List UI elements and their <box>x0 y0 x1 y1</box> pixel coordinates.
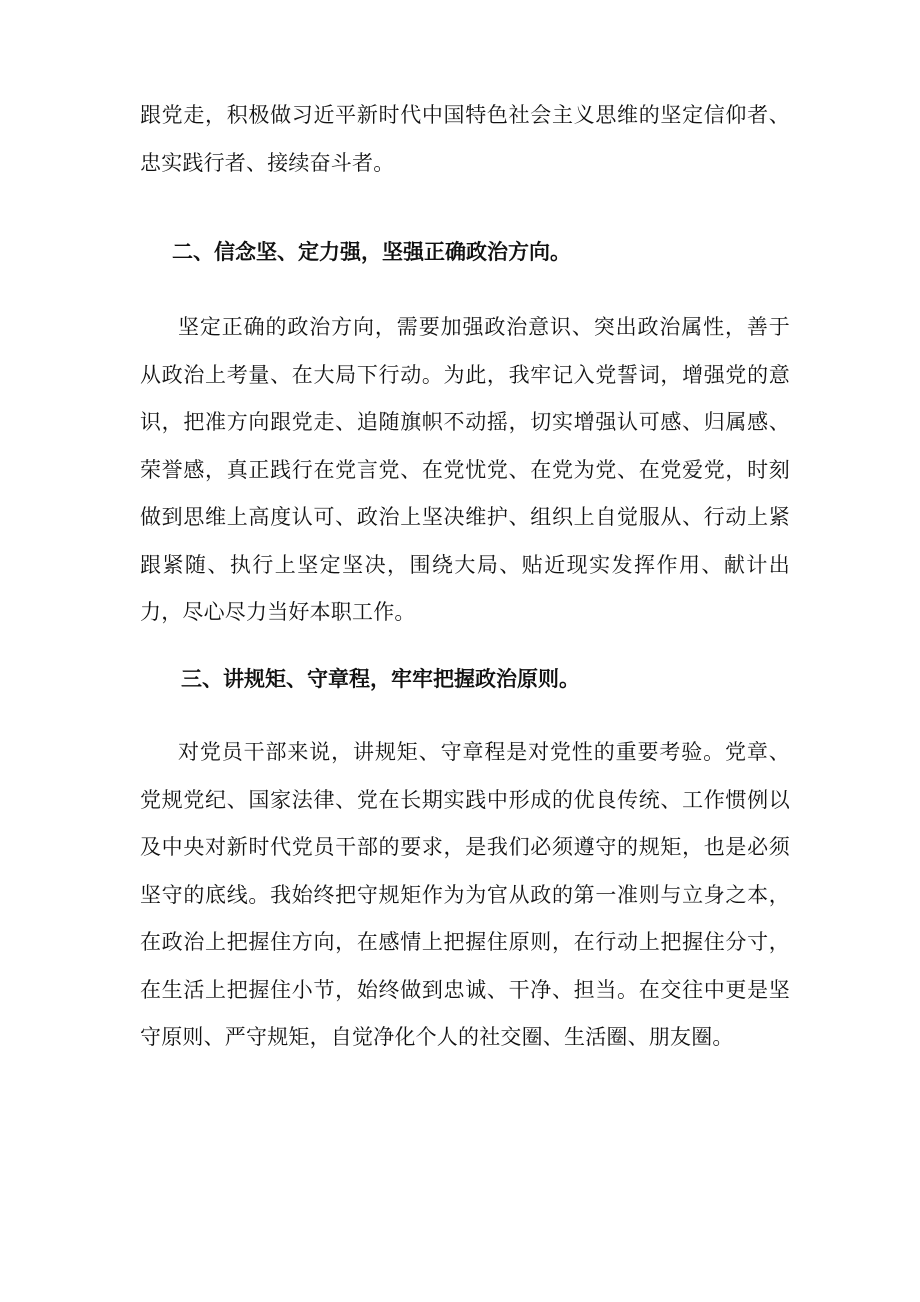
paragraph-continuation: 跟党走，积极做习近平新时代中国特色社会主义思维的坚定信仰者、忠实践行者、接续奋斗者。 <box>140 103 790 175</box>
section-heading-3: 三、讲规矩、守章程，牢牢把握政治原则。 <box>181 667 580 691</box>
paragraph-section-3: 对党员干部来说，讲规矩、守章程是对党性的重要考验。党章、党规党纪、国家法律、党在长期实践中形成的优良传统、工作惯例以及中央对新时代党员干部的要求，是我们必须遵守的规矩，也是必须坚守的底线。我始终把守规矩作为为官从政的第一准则与立身之本，在政治上把握住方向，在感情上把握住原则，在行动上把握住分寸，在生活上把握住小节，始终做到忠诚、干净、担当。在交往中更是坚守原则、严守规矩，自觉净化个人的社交圈、生活圈、朋友圈。 <box>140 740 790 1049</box>
paragraph-section-2: 坚定正确的政治方向，需要加强政治意识、突出政治属性，善于从政治上考量、在大局下行动。为此，我牢记入党誓词，增强党的意识，把准方向跟党走、追随旗帜不动摇，切实增强认可感、归属感、荣誉感，真正践行在党言党、在党忧党、在党为党、在党爱党，时刻做到思维上高度认可、政治上坚决维护、组织上自觉服从、行动上紧跟紧随、执行上坚定坚决，围绕大局、贴近现实发挥作用、献计出力，尽心尽力当好本职工作。 <box>140 315 790 624</box>
section-heading-2: 二、信念坚、定力强，坚强正确政治方向。 <box>172 240 571 264</box>
